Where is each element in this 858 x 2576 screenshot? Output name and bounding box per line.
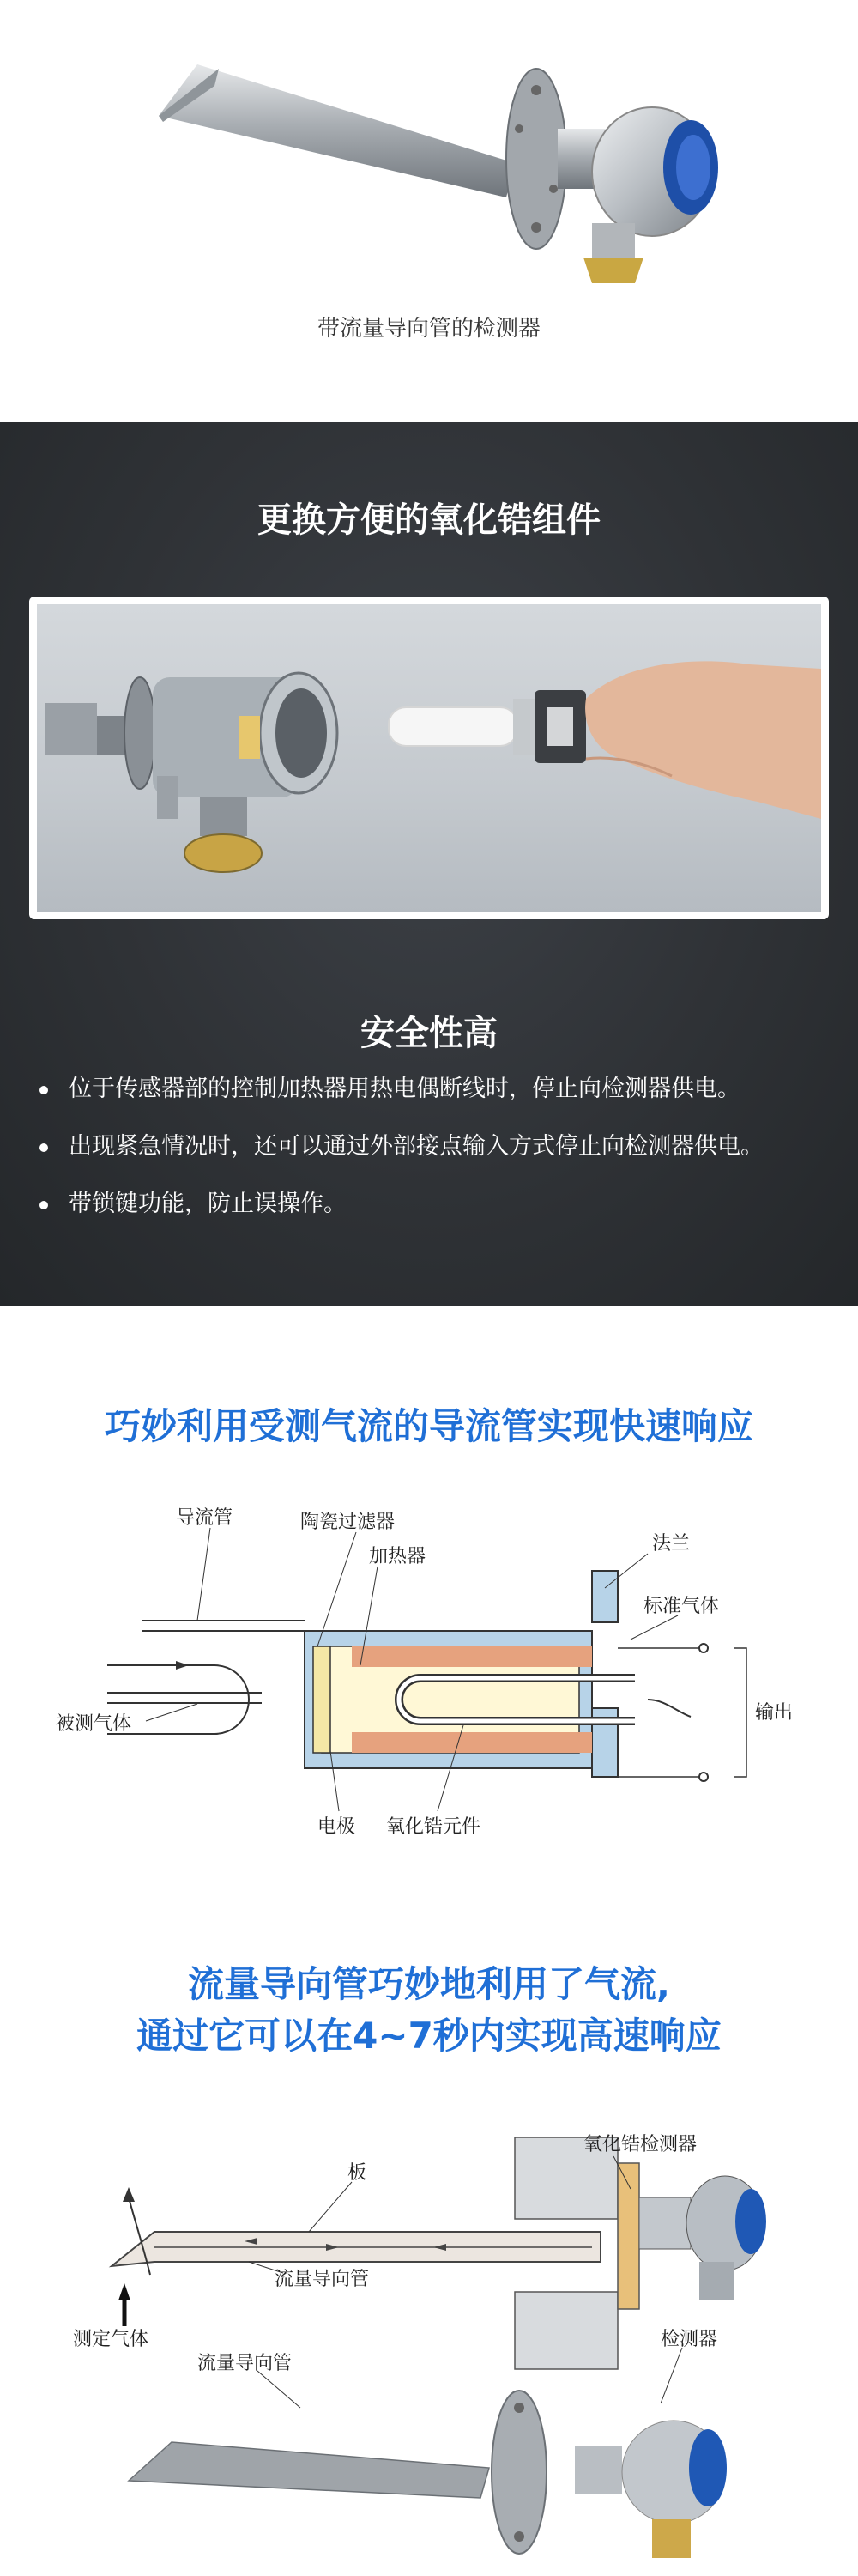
zirconia-element-label: 氧化锆元件 <box>386 1816 481 1838</box>
flow-guide-diagram <box>0 2120 858 2576</box>
plate-label: 板 <box>347 2162 367 2184</box>
detector-with-guide-tube-image <box>0 0 858 292</box>
detector-label: 检测器 <box>661 2329 718 2350</box>
guide-tube-cross-section-diagram <box>0 1494 858 1871</box>
flow-guide-tube-label: 流量导向管 <box>275 2269 370 2290</box>
product-section <box>0 0 858 422</box>
safety-title: 安全性高 <box>360 1014 498 1053</box>
output-label: 输出 <box>755 1702 794 1724</box>
replacement-illustration <box>37 604 821 912</box>
ceramic-filter-label: 陶瓷过滤器 <box>300 1512 396 1533</box>
flow-guide-title-line1: 流量导向管巧妙地利用了气流, <box>188 1963 670 2005</box>
guide-tube-label: 导流管 <box>176 1507 233 1529</box>
photo-scene <box>37 604 821 912</box>
product-caption: 带流量导向管的检测器 <box>317 316 541 342</box>
flow-guide-tube-label-2: 流量导向管 <box>197 2353 293 2374</box>
electrode-label: 电极 <box>317 1816 356 1838</box>
safety-bullet-list <box>34 1075 841 1247</box>
easy-replacement-title: 更换方便的氧化锆组件 <box>257 500 601 540</box>
bullet-item: 位于传感器部的控制加热器用热电偶断线时，停止向检测器供电。 <box>34 1075 841 1104</box>
measure-gas-label: 测定气体 <box>73 2329 149 2350</box>
bullet-item: 带锁键功能，防止误操作。 <box>34 1190 841 1219</box>
flange-label: 法兰 <box>652 1533 691 1555</box>
bullet-item: 出现紧急情况时，还可以通过外部接点输入方式停止向检测器供电。 <box>34 1132 841 1161</box>
zirconia-detector-label: 氧化锆检测器 <box>583 2134 698 2155</box>
dark-feature-section <box>0 422 858 1306</box>
flow-guide-title-line2: 通过它可以在4~7秒内实现高速响应 <box>136 2015 722 2057</box>
zirconia-replacement-photo <box>29 597 829 919</box>
guide-tube-title: 巧妙利用受测气流的导流管实现快速响应 <box>104 1405 753 1447</box>
reference-gas-label: 标准气体 <box>644 1596 720 1617</box>
measured-gas-label: 被测气体 <box>56 1713 132 1735</box>
heater-label: 加热器 <box>369 1546 426 1567</box>
